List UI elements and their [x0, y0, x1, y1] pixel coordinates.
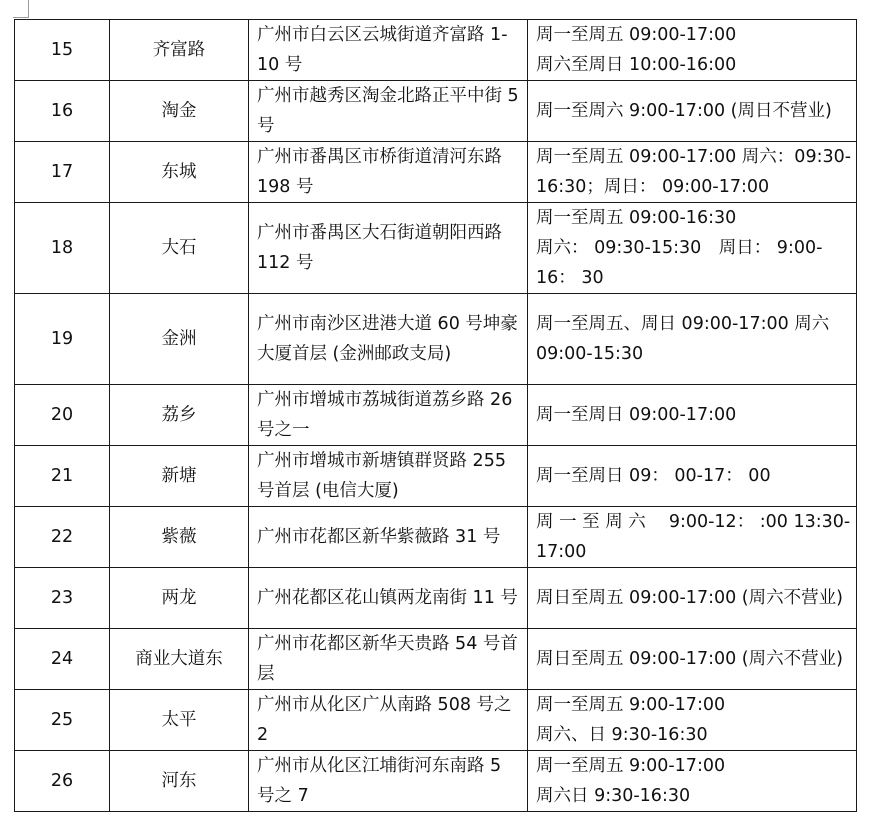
branch-address: 广州市越秀区淘金北路正平中街 5 号 — [249, 81, 528, 142]
table-row — [15, 568, 857, 629]
table-row — [15, 294, 857, 385]
table-row — [15, 629, 857, 690]
branch-name: 河东 — [110, 751, 249, 812]
branch-address: 广州市从化区广从南路 508 号之 2 — [249, 690, 528, 751]
branch-name: 两龙 — [110, 568, 249, 629]
row-number: 21 — [15, 446, 110, 507]
business-hours: 周一至周六 9:00-17:00 (周日不营业) — [528, 81, 857, 142]
branch-name: 东城 — [110, 142, 249, 203]
table-row — [15, 203, 857, 294]
row-number: 20 — [15, 385, 110, 446]
branch-address: 广州花都区花山镇两龙南街 11 号 — [249, 568, 528, 629]
row-number: 23 — [15, 568, 110, 629]
business-hours: 周一至周五 09:00-17:00 周六：09:30-16:30；周日： 09:00-17:00 — [528, 142, 857, 203]
business-hours: 周日至周五 09:00-17:00 (周六不营业) — [528, 629, 857, 690]
business-hours: 周一至周日 09： 00-17： 00 — [528, 446, 857, 507]
table-row — [15, 81, 857, 142]
table-row — [15, 385, 857, 446]
branch-name: 新塘 — [110, 446, 249, 507]
row-number: 16 — [15, 81, 110, 142]
row-number: 22 — [15, 507, 110, 568]
business-hours: 周一至周五 9:00-17:00 周六日 9:30-16:30 — [528, 751, 857, 812]
business-hours: 周一至周日 09:00-17:00 — [528, 385, 857, 446]
row-number: 26 — [15, 751, 110, 812]
table-row — [15, 751, 857, 812]
branch-address: 广州市增城市新塘镇群贤路 255 号首层 (电信大厦) — [249, 446, 528, 507]
business-hours: 周 一 至 周 六 9:00-12： :00 13:30-17:00 — [528, 507, 857, 568]
branch-name: 淘金 — [110, 81, 249, 142]
document-table-container — [14, 19, 856, 812]
business-hours: 周日至周五 09:00-17:00 (周六不营业) — [528, 568, 857, 629]
branch-name: 太平 — [110, 690, 249, 751]
branch-address: 广州市番禺区大石街道朝阳西路 112 号 — [249, 203, 528, 294]
table-row — [15, 507, 857, 568]
branch-name: 齐富路 — [110, 20, 249, 81]
row-number: 15 — [15, 20, 110, 81]
table-row — [15, 446, 857, 507]
branch-name: 商业大道东 — [110, 629, 249, 690]
branch-address: 广州市番禺区市桥街道清河东路 198 号 — [249, 142, 528, 203]
branch-name: 金洲 — [110, 294, 249, 385]
business-hours: 周一至周五、周日 09:00-17:00 周六 09:00-15:30 — [528, 294, 857, 385]
row-number: 19 — [15, 294, 110, 385]
row-number: 25 — [15, 690, 110, 751]
row-number: 17 — [15, 142, 110, 203]
business-hours: 周一至周五 09:00-16:30 周六： 09:30-15:30 周日： 9:00-16： 30 — [528, 203, 857, 294]
postal-branch-hours-table — [14, 19, 857, 812]
branch-address: 广州市从化区江埔街河东南路 5 号之 7 — [249, 751, 528, 812]
row-number: 18 — [15, 203, 110, 294]
table-row — [15, 142, 857, 203]
branch-address: 广州市白云区云城街道齐富路 1-10 号 — [249, 20, 528, 81]
branch-name: 荔乡 — [110, 385, 249, 446]
table-row — [15, 690, 857, 751]
branch-name: 紫薇 — [110, 507, 249, 568]
branch-address: 广州市花都区新华紫薇路 31 号 — [249, 507, 528, 568]
business-hours: 周一至周五 09:00-17:00 周六至周日 10:00-16:00 — [528, 20, 857, 81]
branch-address: 广州市花都区新华天贵路 54 号首层 — [249, 629, 528, 690]
page-corner-mark — [13, 0, 29, 18]
branch-address: 广州市增城市荔城街道荔乡路 26 号之一 — [249, 385, 528, 446]
branch-address: 广州市南沙区进港大道 60 号坤豪大厦首层 (金洲邮政支局) — [249, 294, 528, 385]
business-hours: 周一至周五 9:00-17:00 周六、日 9:30-16:30 — [528, 690, 857, 751]
branch-name: 大石 — [110, 203, 249, 294]
row-number: 24 — [15, 629, 110, 690]
table-row — [15, 20, 857, 81]
